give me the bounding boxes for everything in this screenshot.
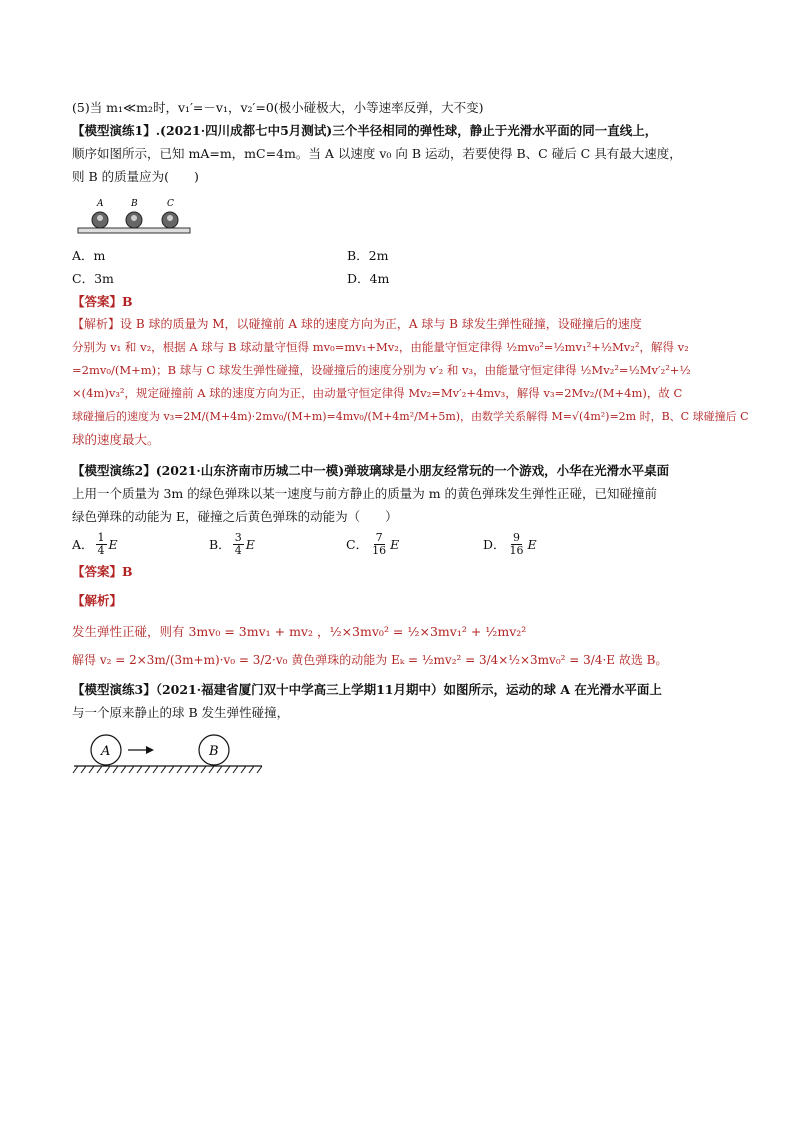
q3-line-1: 【模型演练3】（2021·福建省厦门双十中学高三上学期11月期中）如图所示，运动的球 A 在光滑水平面上: [72, 682, 662, 697]
q2-choice-d[interactable]: [483, 532, 620, 557]
q2-choice-b-label: B．: [209, 536, 231, 552]
q1-figure-three-balls: [72, 196, 722, 238]
q1-analysis-3: =2mv₀/(M+m)；B 球与 C 球发生弹性碰撞，设碰撞后的速度分别为 v′₂ 和 v₃，由能量守恒定律得 ½Mv₂²=½Mv′₂²+½: [72, 363, 691, 377]
three-balls-diagram: [72, 196, 202, 238]
q2-choice-d-num: 9: [513, 530, 521, 544]
q2-choice-b-unit: E: [245, 536, 255, 552]
q1-text-1: 【模型演练1】.(2021·四川成都七中5月测试)三个半径相同的弹性球，静止于光滑水平面的同一直线上，: [72, 123, 658, 138]
q2-choice-c-label: C．: [346, 536, 369, 552]
q3-line-2: 与一个原来静止的球 B 发生弹性碰撞，: [72, 705, 290, 720]
q2-choice-d-den: 16: [509, 543, 524, 557]
q2-choice-a[interactable]: [72, 532, 209, 557]
q2-choice-a-den: 4: [97, 543, 105, 557]
ball-label-c: C: [167, 199, 174, 209]
q1-analysis-1: 【解析】设 B 球的质量为 M，以碰撞前 A 球的速度方向为正，A 球与 B 球发生弹性碰撞，设碰撞后的速度: [72, 317, 642, 331]
q2-analysis-1: 发生弹性正碰，则有 3mv₀ = 3mv₁ + mv₂ ，½×3mv₀² = ½×3mv₁² + ½mv₂²: [72, 624, 527, 639]
q2-choice-b-num: 3: [234, 530, 242, 544]
q2-choice-c-unit: E: [390, 536, 400, 552]
q2-choice-b-fraction: [233, 532, 244, 557]
q1-analysis-6: 球的速度最大。: [72, 432, 160, 447]
q2-choice-b-den: 4: [234, 543, 242, 557]
q2-choice-d-fraction: [508, 532, 526, 557]
q2-line-1: 【模型演练2】(2021·山东济南市历城二中一模)弹玻璃球是小朋友经常玩的一个游戏，小华在光滑水平桌面: [72, 463, 670, 478]
q1-line-2: 顺序如图所示，已知 mA=m，mC=4m。当 A 以速度 v₀ 向 B 运动，若要使得 B、C 碰后 C 具有最大速度，: [72, 146, 682, 161]
q1-analysis-5: 球碰撞后的速度为 v₃=2M/(M+4m)·2mv₀/(M+m)=4mv₀/(M+4m²/M+5m)，由数学关系解得 M=√(4m²)=2m 时，B、C 球碰撞后 C: [72, 410, 749, 423]
q2-choices-row: [72, 528, 722, 560]
q1-choices-row-1: [72, 244, 722, 267]
q1-choice-c[interactable]: C．3m: [72, 271, 114, 286]
q1-choice-d[interactable]: D．4m: [347, 271, 390, 286]
ball-label-a: A: [101, 744, 111, 759]
q3-figure-two-balls: [72, 734, 722, 776]
q1-answer: 【答案】B: [72, 294, 133, 309]
q2-line-2: 上用一个质量为 3m 的绿色弹珠以某一速度与前方静止的质量为 m 的黄色弹珠发生弹性正碰，已知碰撞前: [72, 486, 658, 501]
ball-label-a: A: [97, 199, 104, 209]
q2-choice-c-fraction: [370, 532, 388, 557]
q1-choice-b[interactable]: B．2m: [347, 248, 389, 263]
q1-line-1: [72, 119, 722, 142]
document-page: [72, 96, 749, 782]
q2-choice-c-num: 7: [375, 530, 383, 544]
q2-choice-a-num: 1: [97, 530, 105, 544]
q2-analysis-heading: 【解析】: [72, 593, 123, 608]
intro-line: (5)当 m₁≪m₂时，v₁′=－v₁，v₂′=0(极小碰极大，小等速率反弹，大不变): [72, 100, 484, 115]
q2-choice-a-fraction: [96, 532, 107, 557]
q2-answer: 【答案】B: [72, 564, 133, 579]
q2-analysis-2: 解得 v₂ = 2×3m/(3m+m)·v₀ = 3/2·v₀ 黄色弹珠的动能为 Eₖ = ½mv₂² = 3/4×½×3mv₀² = 3/4·E 故选 B。: [72, 653, 668, 667]
q1-choices-row-2: [72, 267, 722, 290]
q2-choice-c-den: 16: [372, 543, 387, 557]
q2-choice-d-unit: E: [527, 536, 537, 552]
q2-choice-b[interactable]: [209, 532, 346, 557]
q2-choice-a-label: A．: [72, 536, 94, 552]
q2-choice-c[interactable]: [346, 532, 483, 557]
q1-line-3: 则 B 的质量应为( ): [72, 169, 199, 184]
q1-analysis-4: ×(4m)v₃²，规定碰撞前 A 球的速度方向为正，由动量守恒定律得 Mv₂=Mv′₂+4mv₃，解得 v₃=2Mv₂/(M+4m)，故 C: [72, 386, 683, 400]
ball-label-b: B: [209, 744, 219, 759]
q1-choice-a[interactable]: A．m: [72, 248, 106, 263]
two-balls-diagram: [72, 734, 272, 776]
ball-label-b: B: [131, 199, 138, 209]
q1-analysis-2: 分别为 v₁ 和 v₂，根据 A 球与 B 球动量守恒得 mv₀=mv₁+Mv₂，由能量守恒定律得 ½mv₀²=½mv₁²+½Mv₂²，解得 v₂: [72, 340, 689, 354]
q2-choice-a-unit: E: [108, 536, 118, 552]
q2-line-3: 绿色弹珠的动能为 E，碰撞之后黄色弹珠的动能为（ ）: [72, 509, 398, 524]
q2-choice-d-label: D．: [483, 536, 506, 552]
